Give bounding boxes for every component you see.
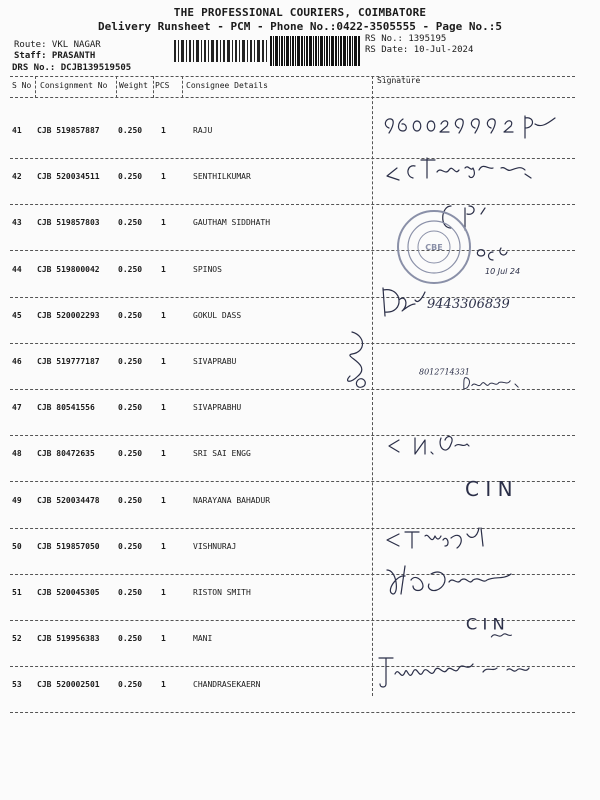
header-top-rule xyxy=(10,76,575,77)
row-consignment-no: CJB 520002293 xyxy=(37,311,100,320)
signature-row-47 xyxy=(375,360,575,400)
row-consignee: SENTHILKUMAR xyxy=(193,172,251,181)
row-sno: 47 xyxy=(12,403,22,412)
col-header-sno: S No xyxy=(12,81,32,90)
row-pcs: 1 xyxy=(161,403,166,412)
row-weight: 0.250 xyxy=(118,311,143,320)
row-consignee: SIVAPRABU xyxy=(193,357,237,366)
row-consignment-no: CJB 520034511 xyxy=(37,172,100,181)
row-sno: 50 xyxy=(12,542,22,551)
signature-row-41 xyxy=(375,104,575,144)
row-pcs: 1 xyxy=(161,357,166,366)
row-weight: 0.250 xyxy=(118,403,143,412)
row-weight: 0.250 xyxy=(118,218,143,227)
row-sno: 48 xyxy=(12,449,22,458)
row-consignment-no: CJB 80541556 xyxy=(37,403,95,412)
stamp-text: CBE xyxy=(425,243,443,252)
col-header-weight: Weight xyxy=(119,81,148,90)
row-sno: 53 xyxy=(12,680,22,689)
signature-row-44 xyxy=(375,240,575,280)
row-pcs: 1 xyxy=(161,172,166,181)
row-pcs: 1 xyxy=(161,218,166,227)
col-header-signature: Signature xyxy=(377,76,421,85)
signature-cin-text: C I N xyxy=(465,477,513,501)
row-weight: 0.250 xyxy=(118,126,143,135)
stamp-date-text: 10 Jul 24 xyxy=(485,267,521,276)
row-sno: 51 xyxy=(12,588,22,597)
signature-row-51 xyxy=(375,560,575,600)
row-consignee: SIVAPRABHU xyxy=(193,403,242,412)
row-weight: 0.250 xyxy=(118,542,143,551)
row-pcs: 1 xyxy=(161,542,166,551)
header-bottom-rule xyxy=(10,97,575,98)
row-weight: 0.250 xyxy=(118,680,143,689)
column-divider xyxy=(35,76,36,98)
rs-date: RS Date: 10-Jul-2024 xyxy=(365,45,474,55)
row-consignment-no: CJB 80472635 xyxy=(37,449,95,458)
staff-label: Staff: PRASANTH xyxy=(14,51,96,61)
row-pcs: 1 xyxy=(161,449,166,458)
col-header-consignment: Consignment No xyxy=(40,81,108,90)
signature-cin-text: C I N xyxy=(465,614,505,634)
row-consignee: MANI xyxy=(193,634,213,643)
row-consignee: GOKUL DASS xyxy=(193,311,242,320)
row-sno: 44 xyxy=(12,265,22,274)
rs-number: RS No.: 1395195 xyxy=(365,34,447,44)
signature-row-46 xyxy=(340,326,380,396)
row-consignment-no: CJB 520034478 xyxy=(37,496,100,505)
signature-row-42 xyxy=(375,148,575,188)
row-sno: 49 xyxy=(12,496,22,505)
row-weight: 0.250 xyxy=(118,265,143,274)
row-consignee: SPINOS xyxy=(193,265,222,274)
signature-row-48 xyxy=(375,426,575,466)
row-consignment-no: CJB 519777187 xyxy=(37,357,100,366)
row-weight: 0.250 xyxy=(118,357,143,366)
row-weight: 0.250 xyxy=(118,172,143,181)
row-pcs: 1 xyxy=(161,496,166,505)
drs-number: DRS No.: DCJB139519505 xyxy=(12,63,132,73)
company-title: THE PROFESSIONAL COURIERS, COIMBATORE xyxy=(173,6,427,19)
row-weight: 0.250 xyxy=(118,496,143,505)
row-weight: 0.250 xyxy=(118,449,143,458)
column-divider xyxy=(182,76,183,98)
row-consignment-no: CJB 519857050 xyxy=(37,542,100,551)
row-consignment-no: CJB 519956383 xyxy=(37,634,100,643)
row-sno: 43 xyxy=(12,218,22,227)
row-consignee: NARAYANA BAHADUR xyxy=(193,496,271,505)
row-consignee: RISTON SMITH xyxy=(193,588,251,597)
signature-row-52 xyxy=(375,606,575,646)
signature-phone-text: 8012714331 xyxy=(419,367,470,377)
row-consignee: RAJU xyxy=(193,126,213,135)
row-sno: 46 xyxy=(12,357,22,366)
row-consignee: GAUTHAM SIDDHATH xyxy=(193,218,271,227)
col-header-consignee: Consignee Details xyxy=(186,81,268,90)
signature-row-49 xyxy=(375,466,575,506)
runsheet-title: Delivery Runsheet - PCM - Phone No.:0422-3505555 - Page No.:5 xyxy=(98,20,502,33)
row-consignment-no: CJB 519857803 xyxy=(37,218,100,227)
row-consignment-no: CJB 520002501 xyxy=(37,680,100,689)
row-pcs: 1 xyxy=(161,680,166,689)
row-weight: 0.250 xyxy=(118,634,143,643)
route-label: Route: VKL NAGAR xyxy=(14,40,101,50)
row-consignment-no: CJB 519857887 xyxy=(37,126,100,135)
row-pcs: 1 xyxy=(161,634,166,643)
col-header-pcs: PCS xyxy=(155,81,170,90)
column-divider xyxy=(153,76,154,98)
row-consignee: CHANDRASEKAERN xyxy=(193,680,261,689)
row-consignee: VISHNURAJ xyxy=(193,542,237,551)
row-pcs: 1 xyxy=(161,265,166,274)
signature-row-50 xyxy=(375,518,575,558)
row-consignment-no: CJB 520045305 xyxy=(37,588,100,597)
signature-phone-text: 9443306839 xyxy=(427,297,510,312)
column-divider xyxy=(116,76,117,98)
row-sno: 52 xyxy=(12,634,22,643)
row-pcs: 1 xyxy=(161,588,166,597)
signature-row-45 xyxy=(375,280,575,320)
row-divider xyxy=(10,343,575,344)
signature-row-53 xyxy=(375,650,575,690)
row-weight: 0.250 xyxy=(118,588,143,597)
row-sno: 42 xyxy=(12,172,22,181)
row-pcs: 1 xyxy=(161,126,166,135)
row-sno: 45 xyxy=(12,311,22,320)
row-pcs: 1 xyxy=(161,311,166,320)
row-divider xyxy=(10,712,575,713)
row-consignment-no: CJB 519800042 xyxy=(37,265,100,274)
row-sno: 41 xyxy=(12,126,22,135)
consignment-barcode-icon xyxy=(270,36,360,66)
row-consignee: SRI SAI ENGG xyxy=(193,449,251,458)
